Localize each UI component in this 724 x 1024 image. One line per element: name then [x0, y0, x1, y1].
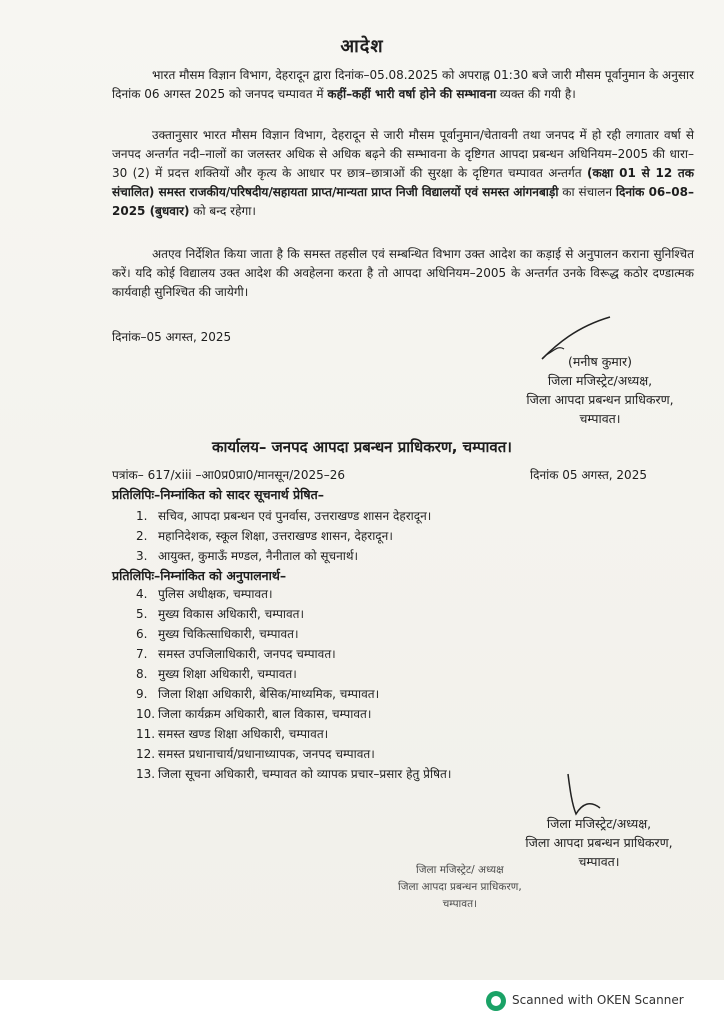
- list-item-number: 11.: [136, 727, 156, 741]
- cc-compliance-list: [136, 584, 451, 784]
- list-item-number: 1.: [136, 509, 148, 523]
- signatory-designation: जिला मजिस्ट्रेट/अध्यक्ष,: [547, 373, 653, 388]
- handwritten-signature-2: [560, 770, 610, 820]
- paragraph-1-bold: कहीं–कहीं भारी वर्षा होने की सम्भावना: [327, 87, 497, 101]
- list-item-text: समस्त प्रधानाचार्य/प्रधानाध्यापक, जनपद चम्पावत।: [158, 747, 375, 761]
- paragraph-2-end: को बन्द रहेगा।: [193, 204, 256, 218]
- list-item-text: मुख्य चिकित्साधिकारी, चम्पावत।: [158, 627, 299, 641]
- list-item-number: 10.: [136, 707, 156, 721]
- list-item: [136, 724, 451, 744]
- paragraph-2-text: उक्तानुसार भारत मौसम विज्ञान विभाग, देहरादून से जारी मौसम पूर्वानुमान/चेतावनी तथा जनपद में हो रही लगातार वर्षा से जनपद अन्तर्गत नदी–नालों का जलस्तर अधिक से अधिक बढ़ने की सम्भावना के दृष्टिगत आपदा प्रबन्धन अधिनियम–2005 की धारा–30 (2) में प्रदत्त शक्तियों और कृत्य के आधार पर छात्र–छात्राओं की सुरक्षा के दृष्टिगत चम्पावत अन्तर्गत: [112, 128, 694, 180]
- list-item-text: जिला सूचना अधिकारी, चम्पावत को व्यापक प्रचार–प्रसार हेतु प्रेषित।: [158, 767, 452, 781]
- list-item: [136, 604, 451, 624]
- list-item-text: महानिदेशक, स्कूल शिक्षा, उत्तराखण्ड शासन, देहरादून।: [158, 529, 393, 543]
- list-item: [136, 526, 431, 546]
- paragraph-1: [112, 66, 694, 104]
- signatory-2-place: चम्पावत।: [578, 854, 620, 869]
- reference-date: दिनांक 05 अगस्त, 2025: [530, 468, 647, 482]
- paragraph-2-bold-date: दिनांक 06–08–2025 (बुधवार): [112, 185, 694, 218]
- signatory-name: (मनीष कुमार): [567, 354, 633, 369]
- oken-scanner-logo-icon: [486, 991, 506, 1011]
- list-item: [136, 684, 451, 704]
- signatory-place: चम्पावत।: [579, 411, 621, 426]
- list-item-number: 4.: [136, 587, 148, 601]
- list-item-number: 2.: [136, 529, 148, 543]
- list-item-text: आयुक्त, कुमाऊँ मण्डल, नैनीताल को सूचनार्थ।: [158, 549, 359, 563]
- signatory-2-authority: जिला आपदा प्रबन्धन प्राधिकरण,: [525, 835, 673, 850]
- order-date: दिनांक–05 अगस्त, 2025: [112, 330, 232, 344]
- list-item-number: 6.: [136, 627, 148, 641]
- signatory-block: [490, 352, 710, 428]
- scanner-watermark-label: Scanned with OKEN Scanner: [512, 993, 684, 1007]
- reference-number: पत्रांक– 617/xiii –आ0प्र0प्रा0/मानसून/2025–26: [112, 468, 345, 482]
- list-item: [136, 624, 451, 644]
- list-item-text: जिला शिक्षा अधिकारी, बेसिक/माध्यमिक, चम्पावत।: [158, 687, 380, 701]
- list-item-text: मुख्य विकास अधिकारी, चम्पावत।: [158, 607, 305, 621]
- list-item: [136, 744, 451, 764]
- list-item: [136, 644, 451, 664]
- office-header: कार्यालय– जनपद आपदा प्रबन्धन प्राधिकरण, चम्पावत।: [212, 438, 512, 456]
- list-item-number: 13.: [136, 767, 156, 781]
- list-item-text: समस्त उपजिलाधिकारी, जनपद चम्पावत।: [158, 647, 336, 661]
- paragraph-2-mid: का संचालन: [562, 185, 613, 199]
- list-item-text: समस्त खण्ड शिक्षा अधिकारी, चम्पावत।: [158, 727, 329, 741]
- cc-info-list: [136, 506, 431, 566]
- signatory-authority: जिला आपदा प्रबन्धन प्राधिकरण,: [526, 392, 674, 407]
- list-item-number: 3.: [136, 549, 148, 563]
- stamp-line-1: जिला मजिस्ट्रेट/ अध्यक्ष: [416, 864, 504, 876]
- cc-compliance-heading: प्रतिलिपिः–निम्नांकित को अनुपालनार्थ–: [112, 568, 287, 583]
- paragraph-1-end: व्यक्त की गयी है।: [499, 87, 576, 101]
- list-item-number: 12.: [136, 747, 156, 761]
- list-item: [136, 704, 451, 724]
- cc-info-heading: प्रतिलिपिः–निम्नांकित को सादर सूचनार्थ प्रेषित–: [112, 487, 325, 502]
- list-item: [136, 546, 431, 566]
- paragraph-2: [112, 126, 694, 221]
- list-item-number: 7.: [136, 647, 148, 661]
- official-stamp: [398, 862, 522, 913]
- list-item: [136, 764, 451, 784]
- list-item-text: सचिव, आपदा प्रबन्धन एवं पुनर्वास, उत्तराखण्ड शासन देहरादून।: [158, 509, 432, 523]
- list-item-number: 9.: [136, 687, 148, 701]
- order-title: आदेश: [340, 36, 384, 57]
- paragraph-2-bold: (कक्षा 01 से 12 तक संचालित) समस्त राजकीय/परिषदीय/सहायता प्राप्त/मान्यता प्राप्त निजी विद्यालयों एवं समस्त आंगनबाड़ी: [112, 166, 694, 199]
- list-item: [136, 506, 431, 526]
- paragraph-3: अतएव निर्देशित किया जाता है कि समस्त तहसील एवं सम्बन्धित विभाग उक्त आदेश का कड़ाई से अनुपालन कराना सुनिश्चित करें। यदि कोई विद्यालय उक्त आदेश की अवहेलना करता है तो आपदा अधिनियम–2005 के अन्तर्गत उनके विरूद्ध कठोर दण्डात्मक कार्यवाही सुनिश्चित की जायेगी।: [112, 247, 694, 299]
- paragraph-1-text: भारत मौसम विज्ञान विभाग, देहरादून द्वारा दिनांक–05.08.2025 को अपराह्न 01:30 बजे जारी मौसम पूर्वानुमान के अनुसार दिनांक 06 अगस्त 2025 को जनपद चम्पावत में: [112, 68, 694, 101]
- list-item-text: पुलिस अधीक्षक, चम्पावत।: [158, 587, 273, 601]
- list-item: [136, 664, 451, 684]
- list-item-text: मुख्य शिक्षा अधिकारी, चम्पावत।: [158, 667, 297, 681]
- list-item: [136, 584, 451, 604]
- stamp-line-2: जिला आपदा प्रबन्धन प्राधिकरण,: [398, 881, 522, 893]
- list-item-number: 5.: [136, 607, 148, 621]
- list-item-text: जिला कार्यक्रम अधिकारी, बाल विकास, चम्पावत।: [158, 707, 372, 721]
- signatory-2-designation: जिला मजिस्ट्रेट/अध्यक्ष,: [546, 816, 652, 831]
- stamp-line-3: चम्पावत।: [442, 898, 478, 910]
- list-item-number: 8.: [136, 667, 148, 681]
